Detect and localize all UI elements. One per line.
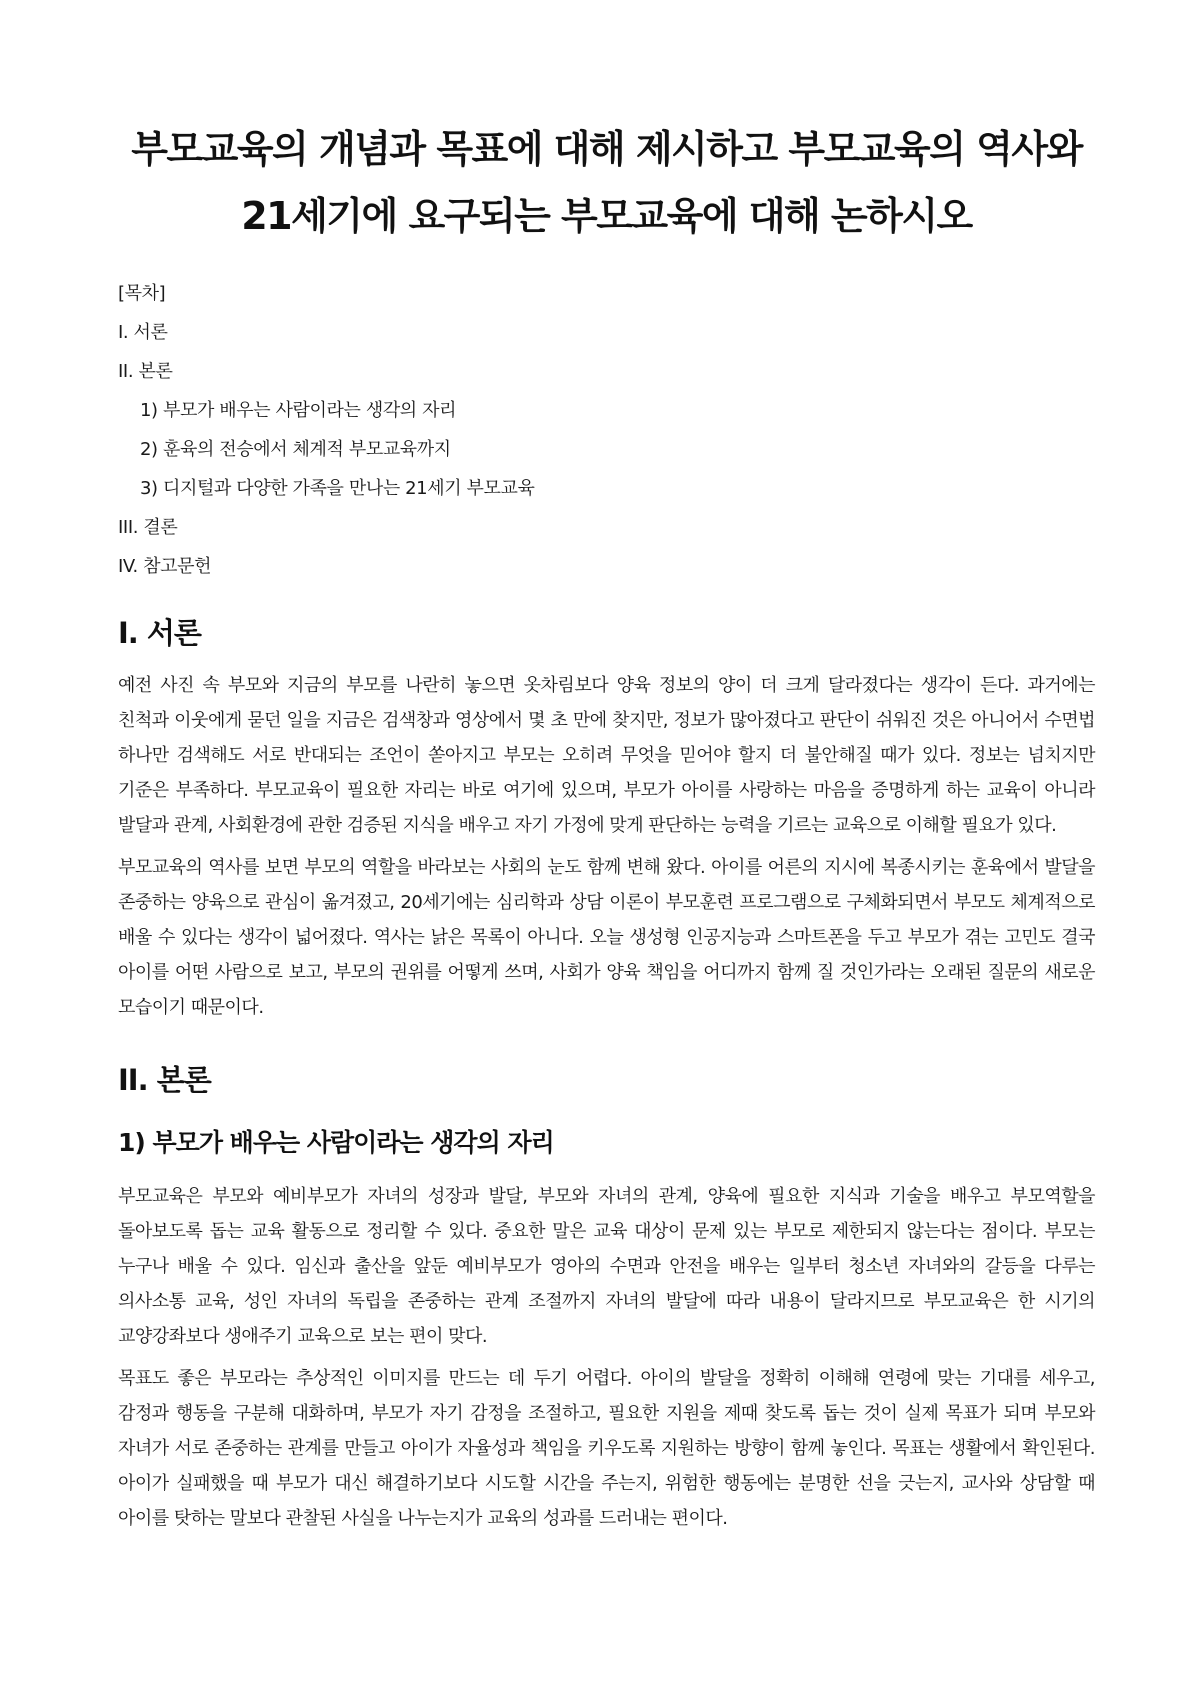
toc-item-main-body: II. 본론 — [118, 361, 173, 382]
toc-subitem-3: 3) 디지털과 다양한 가족을 만나는 21세기 부모교육 — [140, 478, 535, 499]
introduction-paragraph-2: 부모교육의 역사를 보면 부모의 역할을 바라보는 사회의 눈도 함께 변해 왔다. 아이를 어른의 지시에 복종시키는 훈육에서 발달을 존중하는 양육으로 관심이 옮겨졌고, 20세기에는 심리학과 상담 이론이 부모훈련 프로그램으로 구체화되면서 부모도 체계적으로 배울 수 있다는 생각이 넓어졌다. 역사는 낡은 목록이 아니다. 오늘 생성형 인공지능과 스마트폰을 두고 부모가 겪는 고민도 결국 아이를 어떤 사람으로 보고, 부모의 권위를 어떻게 쓰며, 사회가 양육 책임을 어디까지 함께 질 것인가라는 오래된 질문의 새로운 모습이기 때문이다. — [118, 857, 1095, 1018]
subsection-1-paragraph-1: 부모교육은 부모와 예비부모가 자녀의 성장과 발달, 부모와 자녀의 관계, 양육에 필요한 지식과 기술을 배우고 부모역할을 돌아보도록 돕는 교육 활동으로 정리할 수 있다. 중요한 말은 교육 대상이 문제 있는 부모로 제한되지 않는다는 점이다. 부모는 누구나 배울 수 있다. 임신과 출산을 앞둔 예비부모가 영아의 수면과 안전을 배우는 일부터 청소년 자녀와의 갈등을 다루는 의사소통 교육, 성인 자녀의 독립을 존중하는 관계 조절까지 자녀의 발달에 따라 내용이 달라지므로 부모교육은 한 시기의 교양강좌보다 생애주기 교육으로 보는 편이 맞다. — [118, 1186, 1095, 1347]
introduction-paragraph-1: 예전 사진 속 부모와 지금의 부모를 나란히 놓으면 옷차림보다 양육 정보의 양이 더 크게 달라졌다는 생각이 든다. 과거에는 친척과 이웃에게 묻던 일을 지금은 검색창과 영상에서 몇 초 만에 찾지만, 정보가 많아졌다고 판단이 쉬워진 것은 아니어서 수면법 하나만 검색해도 서로 반대되는 조언이 쏟아지고 부모는 오히려 무엇을 믿어야 할지 더 불안해질 때가 있다. 정보는 넘치지만 기준은 부족하다. 부모교육이 필요한 자리는 바로 여기에 있으며, 부모가 아이를 사랑하는 마음을 증명하게 하는 교육이 아니라 발달과 관계, 사회환경에 관한 검증된 지식을 배우고 자기 가정에 맞게 판단하는 능력을 기르는 교육으로 이해할 필요가 있다. — [118, 675, 1095, 836]
toc-label: [목차] — [118, 283, 166, 304]
subsection-1-body — [118, 1179, 1095, 1536]
document-title-line-1: 부모교육의 개념과 목표에 대해 제시하고 부모교육의 역사와 — [131, 127, 1082, 171]
table-of-contents — [118, 274, 1095, 586]
toc-subitem-2: 2) 훈육의 전승에서 체계적 부모교육까지 — [140, 439, 451, 460]
toc-item-references: IV. 참고문헌 — [118, 556, 212, 577]
subsection-1-paragraph-2: 목표도 좋은 부모라는 추상적인 이미지를 만드는 데 두기 어렵다. 아이의 발달을 정확히 이해해 연령에 맞는 기대를 세우고, 감정과 행동을 구분해 대화하며, 부모가 자기 감정을 조절하고, 필요한 지원을 제때 찾도록 돕는 것이 실제 목표가 되며 부모와 자녀가 서로 존중하는 관계를 만들고 아이가 자율성과 책임을 키우도록 지원하는 방향이 함께 놓인다. 목표는 생활에서 확인된다. 아이가 실패했을 때 부모가 대신 해결하기보다 시도할 시간을 주는지, 위험한 행동에는 분명한 선을 긋는지, 교사와 상담할 때 아이를 탓하는 말보다 관찰된 사실을 나누는지가 교육의 성과를 드러내는 편이다. — [118, 1368, 1095, 1529]
introduction-body — [118, 668, 1095, 1025]
toc-item-conclusion: III. 결론 — [118, 517, 178, 538]
document-title — [118, 116, 1095, 250]
subsection-heading-1: 1) 부모가 배우는 사람이라는 생각의 자리 — [118, 1128, 554, 1157]
section-heading-introduction: I. 서론 — [118, 616, 201, 650]
document-title-line-2: 21세기에 요구되는 부모교육에 대해 논하시오 — [241, 194, 972, 238]
toc-subitem-1: 1) 부모가 배우는 사람이라는 생각의 자리 — [140, 400, 457, 421]
toc-item-introduction: I. 서론 — [118, 322, 168, 343]
section-heading-main-body: II. 본론 — [118, 1063, 211, 1097]
